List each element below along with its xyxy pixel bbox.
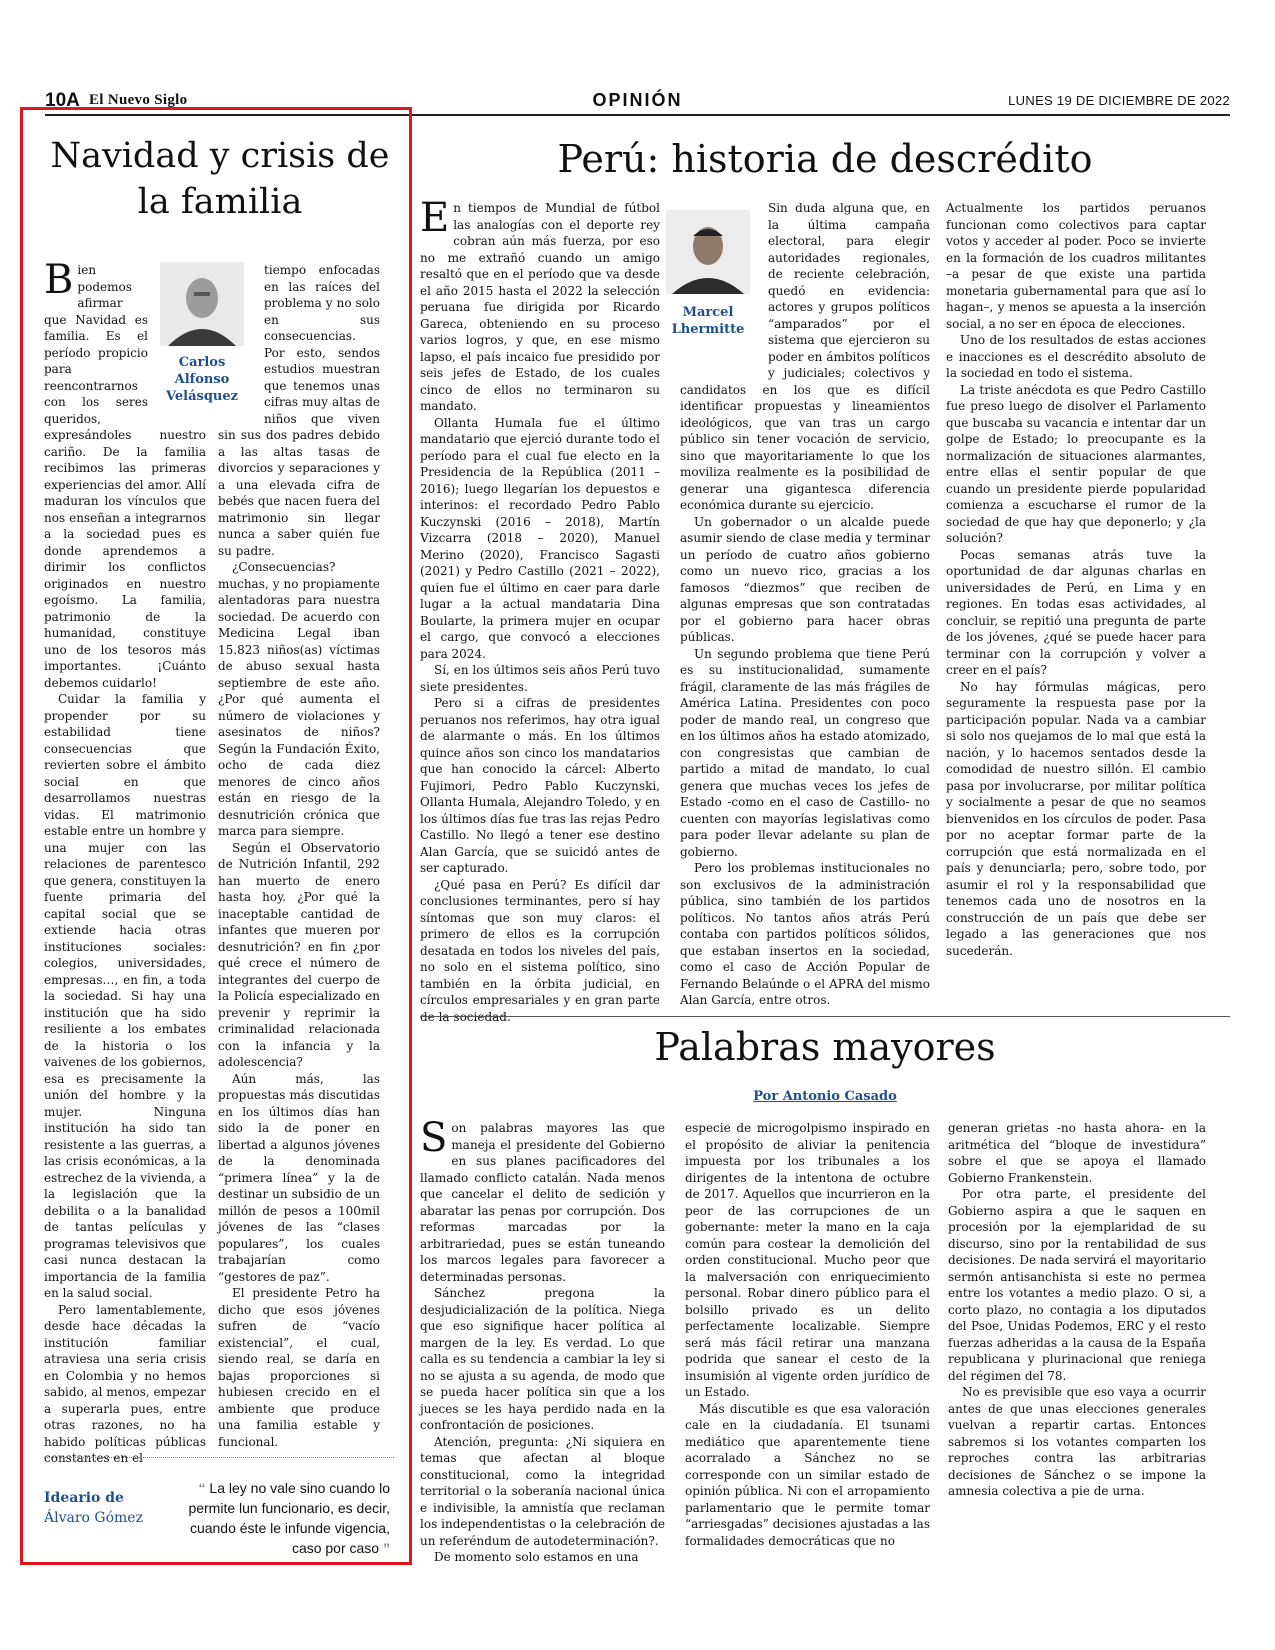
paragraph: Bien podemos afirmar que Navidad es familia. Es el período propicio para reencontrarnos con los seres queridos, expresándoles nuestro cariño. De la familia recibimos las primeras experiencias del amor. Allí maduran los vínculos que nos enseñan a integrarnos a la sociedad pues es donde aprendemos a dirimir los conflictos originados en nuestro egoísmo. La familia, patrimonio de la humanidad, constituye uno de los tesoros más importantes. ¡Cuánto debemos cuidarlo! <box>44 257 206 690</box>
author-name-carlos: Carlos Alfonso Velásquez <box>165 355 239 404</box>
paragraph: Cuidar la familia y propender por su estabilidad tiene consecuencias que revierten sobre el ámbito social en que desarrollamos nuestras vidas. El matrimonio estable entre un hombre y una mujer con las relaciones de parentesco que genera, constituyen la fuente primaria del capital social que se extiende hacia otras instituciones sociales: colegios, universidades, empresas…, en fin, a toda la sociedad. Si hay una institución que ha sido resiliente a los embates de la historia o los vaivenes de los gobiernos, esa es precisamente la unión del hombre y la mujer. Ninguna institución ha sido tan resistente a las guerras, a las crisis económicas, a la estrechez de la vivienda, a la legislación que la debilita o a la banalidad de tantas películas y programas televisivos que casi nunca destacan la importancia de la familia en la salud social. <box>44 692 206 1300</box>
paragraph: especie de microgolpismo inspirado en el propósito de aliviar la penitencia impuesta por los tribunales a los dirigentes de la intentona de octubre de 2017. Aquellos que incurrieron en la peor de las corrupciones de un gobernante: meter la mano en la caja común para costear la demolición del orden constitucional. Mucho peor que la malversación con enriquecimiento personal. Robar dinero público para el bolsillo privado es un delito perfectamente localizable. Siempre será más fácil retirar una manzana podrida que sanear el cesto de la insumisión al vigente orden jurídico de un Estado. <box>685 1121 930 1399</box>
article-body-navidad-col2 <box>218 262 380 1449</box>
paragraph: Aún más, las propuestas más discutidas en los últimos días han sido la de poner en libertad a algunos jóvenes de la denominada “primera línea” y la de destinar un subsidio de un millón de pesos a 100mil jóvenes de las “clases populares”, los cuales trabajarían como “gestores de paz”. <box>218 1071 380 1284</box>
section-title: OPINIÓN <box>592 90 683 110</box>
article-body-palabras-col2 <box>685 1120 930 1560</box>
paragraph: De momento solo estamos en una <box>434 1550 639 1564</box>
paragraph: Actualmente los partidos peruanos funcionan como colectivos para captar votos y acceder al poder. Poco se invierte en la formación de los cuadros militantes –a pesar de que existe una partida monetaria gubernamental para que así lo hagan–, y menos se apuesta a la inserción social, a no ser en época de elecciones. <box>946 201 1206 331</box>
paragraph: Uno de los resultados de estas acciones e inacciones es el descrédito absoluto de la sociedad en todo el sistema. <box>946 333 1206 380</box>
article-title-navidad: Navidad y crisis de la familia <box>50 136 390 222</box>
article-title-palabras: Palabras mayores <box>654 1025 996 1069</box>
paragraph: No es previsible que eso vaya a ocurrir antes de que unas elecciones generales vuelvan a repartir cartas. Entonces sabremos si los votantes comparten los reproches contra las arbitrarias decisiones de Sánchez o se impone la amnesia colectiva a pie de urna. <box>948 1385 1206 1498</box>
paragraph: tiempo enfocadas en las raíces del problema y no solo en sus consecuencias. Por esto, sendos estudios muestran que tenemos unas cifras muy altas de niños que viven sin sus dos padres debido a las altas tasas de divorcios y separaciones y a una elevada cifra de bebés que nacen fuera del matrimonio sin llegar nunca a saber quién fue su padre. <box>218 263 380 558</box>
quote-text: La ley no vale sino cuando lo permite lun funcionario, es decir, cuando éste le infunde vigencia, caso por caso <box>188 1480 390 1556</box>
article-title-peru: Perú: historia de descrédito <box>557 137 1093 181</box>
paragraph: Sánchez pregona la desjudicialización de la política. Niega que eso signifique hacer política al margen de la ley. Es verdad. Lo que calla es su tendencia a cambiar la ley si no se ajusta a su agenda, de modo que se pueda hacer política sin que a los jueces se les haya perdido nada en la confrontación de posiciones. <box>420 1286 665 1432</box>
paragraph: El presidente Petro ha dicho que esos jóvenes sufren de “vacío existencial”, el cual, siendo real, se daría en bajas proporciones si hubiesen crecido en el ambiente que produce una familia estable y funcional. <box>218 1286 380 1449</box>
paragraph: Son palabras mayores las que maneja el presidente del Gobierno en sus planes pacificadores del llamado conflicto catalán. Nada menos que cancelar el delito de sedición y abaratar las penas por corrupción. Dos reformas marcadas por la arbitrariedad, pues se están tuneando los marcos legales para favorecer a determinadas personas. <box>420 1115 665 1284</box>
quote-open-icon: “ <box>198 1480 206 1496</box>
article-body-navidad-col1 <box>44 257 206 1465</box>
ideario-quote <box>160 1478 390 1558</box>
article-body-palabras-col3 <box>948 1120 1206 1560</box>
paragraph: Pero lamentablemente, desde hace décadas la institución familiar atraviesa una seria crisis en Colombia y no hemos sabido, al menos, empezar a superarla pues, entre otras razones, no ha habido políticas públicas constantes en el <box>44 1302 206 1465</box>
paragraph: Un segundo problema que tiene Perú es su institucionalidad, sumamente frágil, claramente de las más frágiles de América Latina. Presidentes con poco poder de mando real, un congreso que en los últimos años ha estado atomizado, con congresistas que cambian de partido a mitad de mandato, lo cual genera que muchas veces los jefes de Estado -como en el caso de Castillo- no cuenten con mayorías legislativas como para poder llevar adelante su plan de gobierno. <box>680 646 930 859</box>
paragraph: La triste anécdota es que Pedro Castillo fue preso luego de disolver el Parlamento que buscaba su vacancia e intentar dar un golpe de Estado; lo preocupante es la normalización de situaciones alarmantes, entre ellas el sentir popular de que cuando un presidente pierde popularidad comienza a escucharse el rumor de la sociedad de que hay que deponerlo; y ¿la solución? <box>946 382 1206 545</box>
paragraph: Pocas semanas atrás tuve la oportunidad de dar algunas charlas en universidades de Perú, en Lima y en regiones. En todas esas actividades, al concluir, se repitió una pregunta de parte de los jóvenes, ¿qué se puede hacer para terminar con la corrupción y volver a creer en el país? <box>946 547 1206 677</box>
quote-close-icon: ” <box>383 1540 390 1556</box>
drop-cap: B <box>44 257 74 303</box>
paragraph: Según el Observatorio de Nutrición Infantil, 292 han muerto de enero hasta hoy. ¿Por qué la inaceptable cantidad de infantes que mueren por desnutrición? en fin ¿por qué crece el número de integrantes del cuerpo de la Policía especializado en prevenir y reprimir la criminalidad relacionada con la infancia y la adolescencia? <box>218 840 380 1069</box>
paragraph: ¿Qué pasa en Perú? Es difícil dar conclusiones terminantes, pero sí hay síntomas que son muy claros: el primero de ellos es la corrupción desatada en todos los niveles del país, no solo en el sistema político, sino también en la órbita judicial, en círculos empresariales y en gran parte de la sociedad. <box>420 877 660 1024</box>
paragraph: Sí, en los últimos seis años Perú tuvo siete presidentes. <box>420 663 660 694</box>
byline-antonio: Por Antonio Casado <box>753 1089 897 1104</box>
ideario-name: Álvaro Gómez <box>44 1510 143 1526</box>
paragraph: Atención, pregunta: ¿Ni siquiera en temas que afectan al bloque constitucional, como la integridad territorial o la soberanía nacional única e indivisible, la amnistía que reclaman los independentistas o la celebración de un referéndum de autodeterminación?. <box>420 1434 665 1548</box>
paragraph: generan grietas -no hasta ahora- en la aritmética del “bloque de investidura” sobre el que se apoya el llamado Gobierno Frankenstein. <box>948 1121 1206 1185</box>
divider <box>420 1016 1230 1017</box>
article-body-peru-col1 <box>420 195 660 1024</box>
ideario-label <box>44 1488 143 1528</box>
body-spacer <box>218 262 264 422</box>
body-spacer <box>680 200 768 372</box>
article-body-palabras-col1 <box>420 1115 665 1564</box>
paragraph: No hay fórmulas mágicas, pero seguramente la respuesta pase por la participación popular. Nada va a cambiar si solo nos quejamos de lo mal que está la nación, y lo hacemos sentados desde la comodidad de nuestro sillón. El cambio pasa por involucrarse, por militar política y socialmente a pesar de que no seamos bienvenidos en los círculos de poder. Pasa por no aceptar formar parte de la corrupción que está normalizada en el país y denunciarla; pero, sobre todo, por asumir el rol y la responsabilidad que tenemos cada uno de nosotros en la construcción de un país que debe ser legado a las generaciones que nos sucederán. <box>946 679 1206 958</box>
paragraph: Pero los problemas institucionales no son exclusivos de la administración pública, sino también de los partidos políticos. No tantos años atrás Perú contaba con partidos políticos sólidos, que estaban insertos en la sociedad, como el caso de Acción Popular de Fernando Belaúnde o el APRA del mismo Alan García, entre otros. <box>680 861 930 1007</box>
issue-date: LUNES 19 DE DICIEMBRE DE 2022 <box>1008 93 1230 108</box>
page-number: 10A <box>45 90 80 111</box>
divider <box>44 1457 394 1458</box>
paragraph: Un gobernador o un alcalde puede asumir siendo de clase media y terminar un período de cuatro años gobierno como un nuevo rico, gracias a los famosos “diezmos” que reciben de algunas empresas que son contratadas por el gobierno para hacer obras públicas. <box>680 514 930 644</box>
article-body-peru-col2 <box>680 200 930 1006</box>
masthead: El Nuevo Siglo <box>89 92 188 108</box>
drop-cap: S <box>420 1115 448 1161</box>
paragraph: Sin duda alguna que, en la última campaña electoral, para elegir autoridades regionales, de reciente celebración, quedó en evidencia: actores y grupos políticos “amparados” por el sistema que ejercieron su poder en ámbitos políticos y judiciales; colectivos y candidatos en los que es difícil identificar propuestas y lineamientos ideológicos, que van tras un cargo público sin tener vocación de servicio, sino que mayoritariamente lo que los moviliza realmente es la posibilidad de generar una gigantesca diferencia económica durante su ejercicio. <box>680 201 930 512</box>
paragraph: En tiempos de Mundial de fútbol las analogías con el deporte rey cobran aún más fuerza, por eso no me extrañó cuando un amigo resaltó que en el período que va desde el año 2015 hasta el 2022 la selección peruana fue dirigida por Ricardo Gareca, obteniendo en su proceso varios logros, y que, en ese mismo lapso, el país incaico fue presidido por seis jefes de Estado, de los cuales cinco de ellos no terminaron su mandato. <box>420 195 660 413</box>
drop-cap: E <box>420 195 450 241</box>
paragraph: Ollanta Humala fue el último mandatario que ejerció durante todo el período para el cual fue electo en la Presidencia de la República (2011 – 2016); luego llegarían los depuestos e interinos: el recordado Pedro Pablo Kuczynski (2016 – 2018), Martín Vizcarra (2018 – 2020), Manuel Merino (2020), Francisco Sagasti (2021) y Pedro Castillo (2021 – 2022), quien fue el último en caer para darle lugar a la actual mandataria Dina Boularte, la primera mujer en ocupar el cargo, que convocó a elecciones para 2024. <box>420 415 660 661</box>
paragraph: Por otra parte, el presidente del Gobierno aspira a que le saquen en procesión por la ejemplaridad de su discurso, sino por la rentabilidad de sus decisiones. De nada servirá el mayoritario sermón antisanchista si este no permea entre los votantes a medio plazo. O si, a corto plazo, no contagia a los diputados del Psoe, Unidas Podemos, ERC y el resto fuerzas adheridas a la causa de la España republicana y plurinacional que reniega del régimen del 78. <box>948 1187 1206 1383</box>
paragraph: Pero si a cifras de presidentes peruanos nos referimos, hay otra igual de alarmante o más. En los últimos quince años son cinco los mandatarios que han conocido la cárcel: Alberto Fujimori, Pedro Pablo Kuczynski, Ollanta Humala, Alejandro Toledo, y en los últimos días fue tras las rejas Pedro Castillo. No llegó a tener ese destino Alan García, que se suicidó antes de ser capturado. <box>420 696 660 875</box>
paragraph: Más discutible es que esa valoración cale en la ciudadanía. El tsunami mediático que aparentemente tiene acorralado a Sánchez no se corresponde con un similar estado de opinión pública. Ni con el arropamiento parlamentario que le permite tomar “arriesgadas” decisiones ajustadas a las formalidades democráticas que no <box>685 1401 930 1548</box>
paragraph: ¿Consecuencias? muchas, y no propiamente alentadoras para nuestra sociedad. De acuerdo con Medicina Legal iban 15.823 niños(as) víctimas de abuso sexual hasta septiembre de este año. ¿Por qué aumenta el número de violaciones y asesinatos de niños? Según la Fundación Éxito, ocho de cada diez menores de cinco años están en riesgo de la desnutrición crónica que marca para siempre. <box>218 560 380 838</box>
ideario-title: Ideario de <box>44 1490 124 1506</box>
author-name-marcel: Marcel Lhermitte <box>671 305 745 337</box>
body-spacer <box>148 262 206 422</box>
article-body-peru-col3 <box>946 200 1206 1006</box>
